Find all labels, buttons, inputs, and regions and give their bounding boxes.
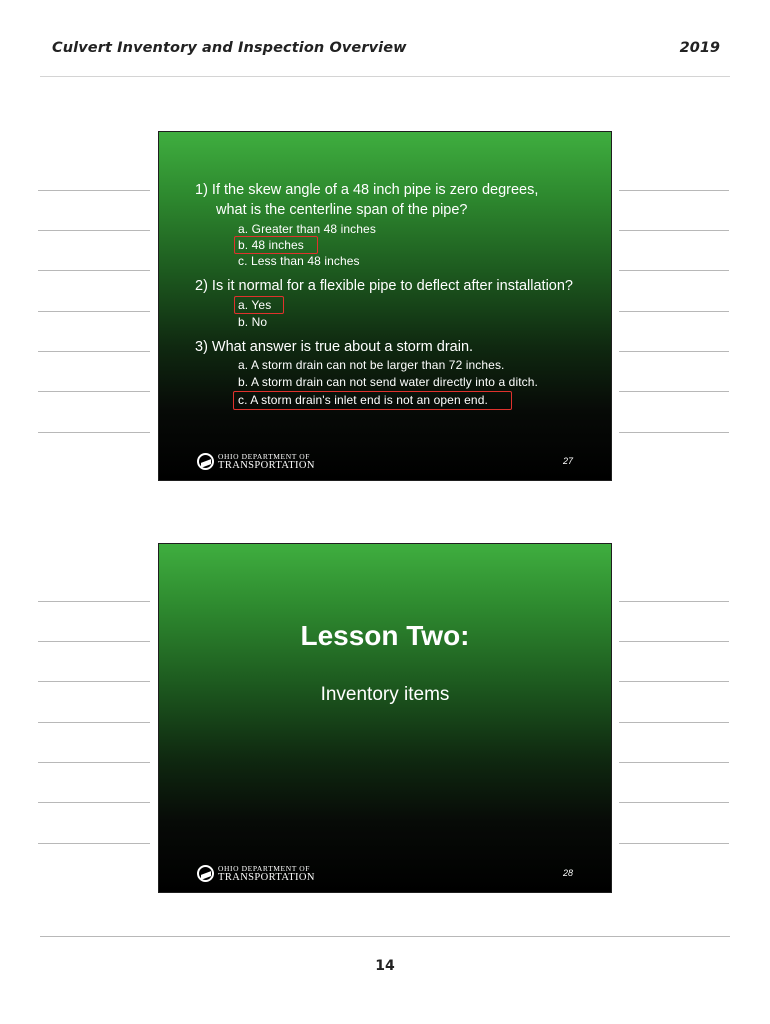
document-year: 2019 bbox=[679, 40, 720, 56]
note-line bbox=[38, 391, 150, 392]
note-line bbox=[38, 351, 150, 352]
note-line bbox=[38, 190, 150, 191]
note-line bbox=[619, 190, 729, 191]
note-line bbox=[619, 270, 729, 271]
document-title: Culvert Inventory and Inspection Overview bbox=[52, 40, 407, 56]
note-line bbox=[38, 802, 150, 803]
question-2: 2) Is it normal for a flexible pipe to deflect after installation? bbox=[195, 278, 573, 294]
question-1-option-a: a. Greater than 48 inches bbox=[238, 222, 376, 236]
slide-number: 27 bbox=[562, 456, 573, 466]
note-line bbox=[38, 843, 150, 844]
logo-line-2: TRANSPORTATION bbox=[218, 872, 315, 883]
note-line bbox=[619, 641, 729, 642]
question-1-option-c: c. Less than 48 inches bbox=[238, 254, 360, 268]
note-line bbox=[38, 432, 150, 433]
note-line bbox=[38, 311, 150, 312]
lesson-subtitle: Inventory items bbox=[320, 684, 450, 705]
note-line bbox=[38, 601, 150, 602]
note-line bbox=[619, 351, 729, 352]
question-3-option-c: c. A storm drain's inlet end is not an open end. bbox=[238, 393, 488, 407]
note-line bbox=[619, 391, 729, 392]
note-line bbox=[619, 722, 729, 723]
lesson-title: Lesson Two: bbox=[300, 620, 470, 651]
note-line bbox=[619, 762, 729, 763]
question-1-line-1: 1) If the skew angle of a 48 inch pipe is zero degrees, bbox=[195, 182, 539, 198]
question-3: 3) What answer is true about a storm drain. bbox=[195, 339, 474, 355]
header-divider bbox=[40, 76, 730, 77]
note-line bbox=[38, 270, 150, 271]
question-3-option-a: a. A storm drain can not be larger than 72 inches. bbox=[238, 358, 505, 372]
note-line bbox=[38, 762, 150, 763]
note-line bbox=[619, 311, 729, 312]
note-line bbox=[38, 641, 150, 642]
note-line bbox=[619, 843, 729, 844]
note-line bbox=[619, 601, 729, 602]
slide-number: 28 bbox=[562, 868, 573, 878]
page-number: 14 bbox=[375, 958, 395, 974]
slide-28 bbox=[158, 543, 612, 893]
footer-divider bbox=[40, 936, 730, 937]
note-line bbox=[38, 681, 150, 682]
note-line bbox=[38, 722, 150, 723]
question-1-option-b: b. 48 inches bbox=[238, 238, 304, 252]
ohio-state-icon bbox=[197, 865, 214, 882]
logo-line-1: OHIO DEPARTMENT OF bbox=[218, 864, 311, 873]
question-2-option-a: a. Yes bbox=[238, 298, 272, 312]
slide-27 bbox=[158, 131, 612, 481]
note-line bbox=[38, 230, 150, 231]
note-line bbox=[619, 681, 729, 682]
question-2-option-b: b. No bbox=[238, 315, 268, 329]
logo-line-2: TRANSPORTATION bbox=[218, 460, 315, 471]
note-line bbox=[619, 230, 729, 231]
question-1-line-2: what is the centerline span of the pipe? bbox=[216, 202, 468, 218]
logo-line-1: OHIO DEPARTMENT OF bbox=[218, 452, 311, 461]
note-line bbox=[619, 432, 729, 433]
note-line bbox=[619, 802, 729, 803]
question-3-option-b: b. A storm drain can not send water directly into a ditch. bbox=[238, 375, 538, 389]
ohio-state-icon bbox=[197, 453, 214, 470]
page-header bbox=[52, 40, 720, 62]
